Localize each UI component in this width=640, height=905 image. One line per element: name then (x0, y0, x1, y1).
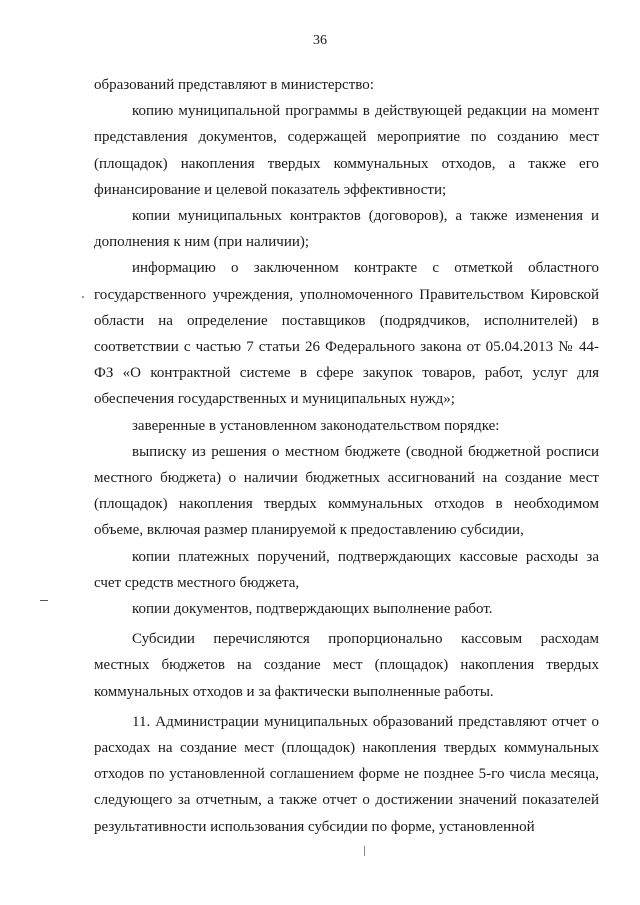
paragraph-budget-extract: выписку из решения о местном бюджете (сводной бюджетной росписи местного бюджета) о наличии бюджетных ассигнований на создание мест (площадок) накопления твердых коммунальных отходов в необходимом объеме, включая размер планируемой к предоставлению субсидии, (94, 443, 599, 539)
paragraph-program-copy: копию муниципальной программы в действующей редакции на момент представления документов, содержащей мероприятие по созданию мест (площадок) накопления твердых коммунальных отходов, а также его финансирование и целевой показатель эффективности; (94, 103, 599, 198)
paragraph-section-11: 11. Администрации муниципальных образований представляют отчет о расходах на создание мест (площадок) накопления твердых коммунальных отходов по установленной соглашением форме не позднее 5-го числа месяца, следующего за отчетным, а также отчет о достижении значений показателей результативности использования субсидии по форме, установленной (94, 713, 599, 835)
paragraph-work-documents: копии документов, подтверждающих выполнение работ. (132, 601, 493, 618)
paragraph-contract-info: информацию о заключенном контракте с отметкой областного государственного учреждения, уполномоченного Правительством Кировской области на определение поставщиков (подрядчиков, исполнителей) в соответствии с частью 7 статьи 26 Федерального закона от 05.04.2013 № 44-ФЗ «О контрактной системе в сфере закупок товаров, работ, услуг для обеспечения государственных и муниципальных нужд»; (94, 260, 599, 408)
paragraph-intro: образований представляют в министерство: (94, 77, 374, 93)
margin-mark (40, 600, 48, 601)
paragraph-payment-orders: копии платежных поручений, подтверждающих кассовые расходы за счет средств местного бюджета, (94, 548, 599, 591)
document-body (94, 72, 599, 840)
paragraph-contracts-copy: копии муниципальных контрактов (договоров), а также изменения и дополнения к ним (при наличии); (94, 208, 599, 251)
scan-tick (364, 846, 365, 856)
paragraph-subsidy-transfer: Субсидии перечисляются пропорционально кассовым расходам местных бюджетов на создание мест (площадок) накопления твердых коммунальных отходов и за фактически выполненные работы. (94, 631, 599, 700)
page-number: 36 (313, 33, 327, 48)
scan-speck (82, 296, 84, 298)
paragraph-certified: заверенные в установленном законодательством порядке: (132, 417, 500, 434)
